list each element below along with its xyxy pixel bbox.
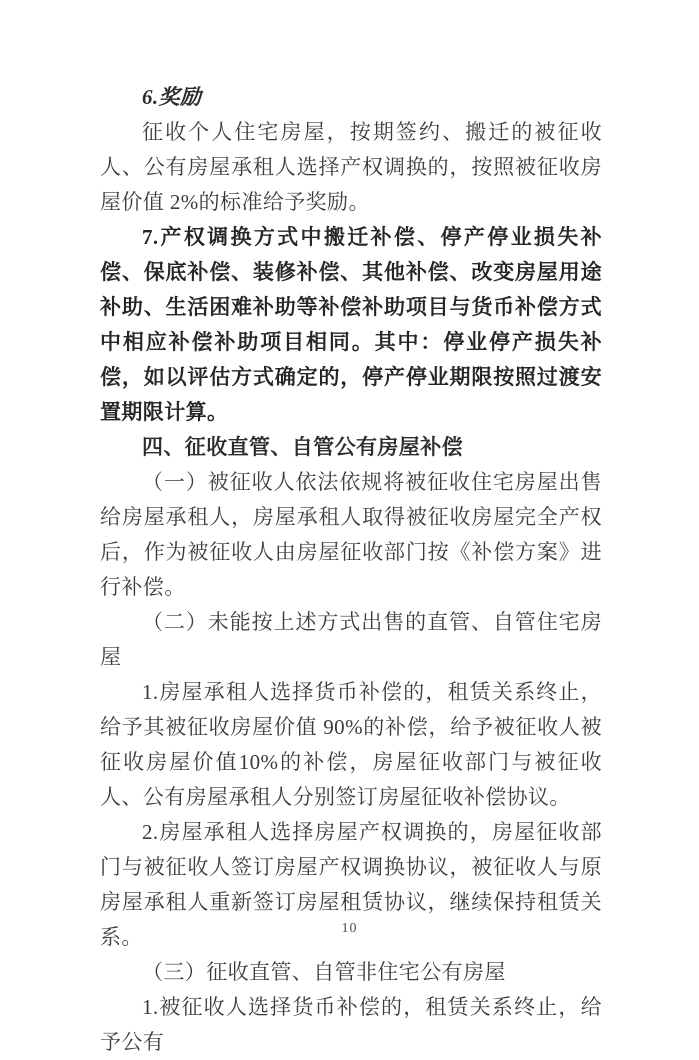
paragraph-reward-body: 征收个人住宅房屋，按期签约、搬迁的被征收人、公有房屋承租人选择产权调换的，按照被征收房屋价值 2%的标准给予奖励。 [100,120,602,214]
paragraph-clause-3-item-1: 1.被征收人选择货币补偿的，租赁关系终止，给予公有 [100,995,602,1054]
page-number: 10 [341,921,358,936]
section-heading-reward: 6.奖励 [142,85,202,109]
document-body [100,80,602,1060]
section-heading-public-housing: 四、征收直管、自管公有房屋补偿 [142,436,463,459]
paragraph-clause-3-heading: （三）征收直管、自管非住宅公有房屋 [142,960,506,984]
paragraph-clause-2-item-2: 2.房屋承租人选择房屋产权调换的，房屋征收部门与被征收人签订房屋产权调换协议，被征收人与原房屋承租人重新签订房屋租赁协议，继续保持租赁关系。 [100,820,602,949]
paragraph-clause-2-item-1: 1.房屋承租人选择货币补偿的，租赁关系终止，给予其被征收房屋价值 90%的补偿，给予被征收人被征收房屋价值10%的补偿，房屋征收部门与被征收人、公有房屋承租人分别签订房屋征收补偿协议。 [100,680,602,809]
paragraph-item-7: 7.产权调换方式中搬迁补偿、停产停业损失补偿、保底补偿、装修补偿、其他补偿、改变房屋用途补助、生活困难补助等补偿补助项目与货币补偿方式中相应补偿补助项目相同。其中：停业停产损失补偿，如以评估方式确定的，停产停业期限按照过渡安置期限计算。 [100,225,602,424]
paragraph-clause-2-heading: （二）未能按上述方式出售的直管、自管住宅房屋 [100,610,602,669]
paragraph-clause-1: （一）被征收人依法依规将被征收住宅房屋出售给房屋承租人，房屋承租人取得被征收房屋完全产权后，作为被征收人由房屋征收部门按《补偿方案》进行补偿。 [100,470,602,599]
